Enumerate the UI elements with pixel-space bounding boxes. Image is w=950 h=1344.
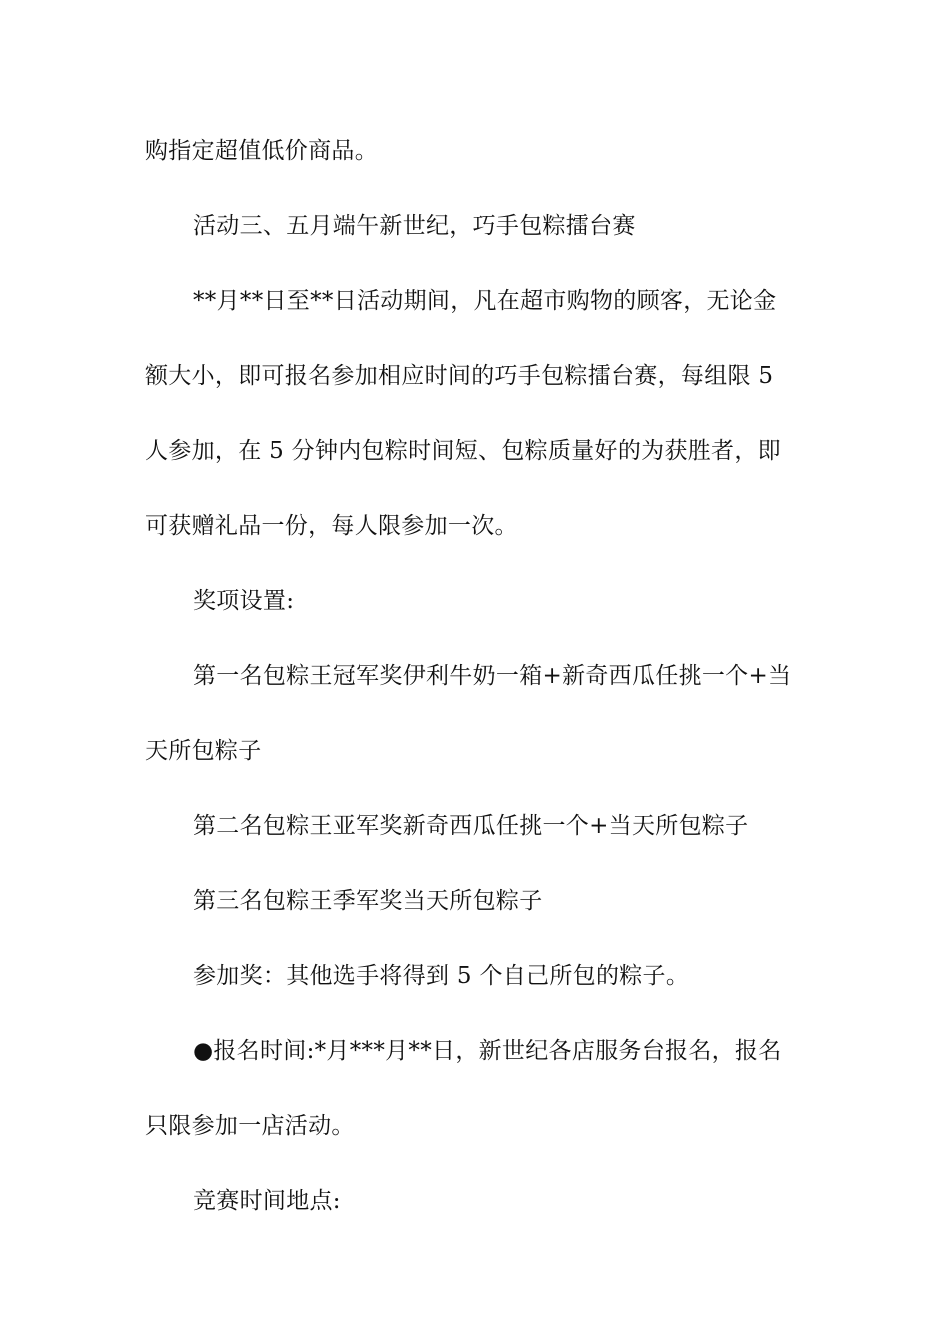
paragraph-line: 第二名包粽王亚军奖新奇西瓜任挑一个+当天所包粽子 — [193, 813, 749, 839]
paragraph-line: ●报名时间:*月***月**日，新世纪各店服务台报名，报名 — [193, 1038, 782, 1064]
paragraph-line: 奖项设置: — [193, 588, 295, 614]
paragraph-line: 活动三、五月端午新世纪，巧手包粽擂台赛 — [193, 213, 636, 239]
paragraph-line: 额大小，即可报名参加相应时间的巧手包粽擂台赛，每组限 5 — [145, 363, 774, 389]
paragraph-line: 可获赠礼品一份，每人限参加一次。 — [145, 513, 518, 539]
paragraph-line: 第一名包粽王冠军奖伊利牛奶一箱+新奇西瓜任挑一个+当 — [193, 663, 792, 689]
paragraph-line: 参加奖：其他选手将得到 5 个自己所包的粽子。 — [193, 963, 690, 989]
paragraph-line: 只限参加一店活动。 — [145, 1113, 355, 1139]
paragraph-line: **月**日至**日活动期间，凡在超市购物的顾客，无论金 — [193, 288, 777, 314]
paragraph-line: 天所包粽子 — [145, 738, 262, 764]
paragraph-line: 竞赛时间地点: — [193, 1188, 341, 1214]
paragraph-line: 人参加，在 5 分钟内包粽时间短、包粽质量好的为获胜者，即 — [145, 438, 781, 464]
paragraph-line: 购指定超值低价商品。 — [145, 138, 378, 164]
paragraph-line: 第三名包粽王季军奖当天所包粽子 — [193, 888, 543, 914]
